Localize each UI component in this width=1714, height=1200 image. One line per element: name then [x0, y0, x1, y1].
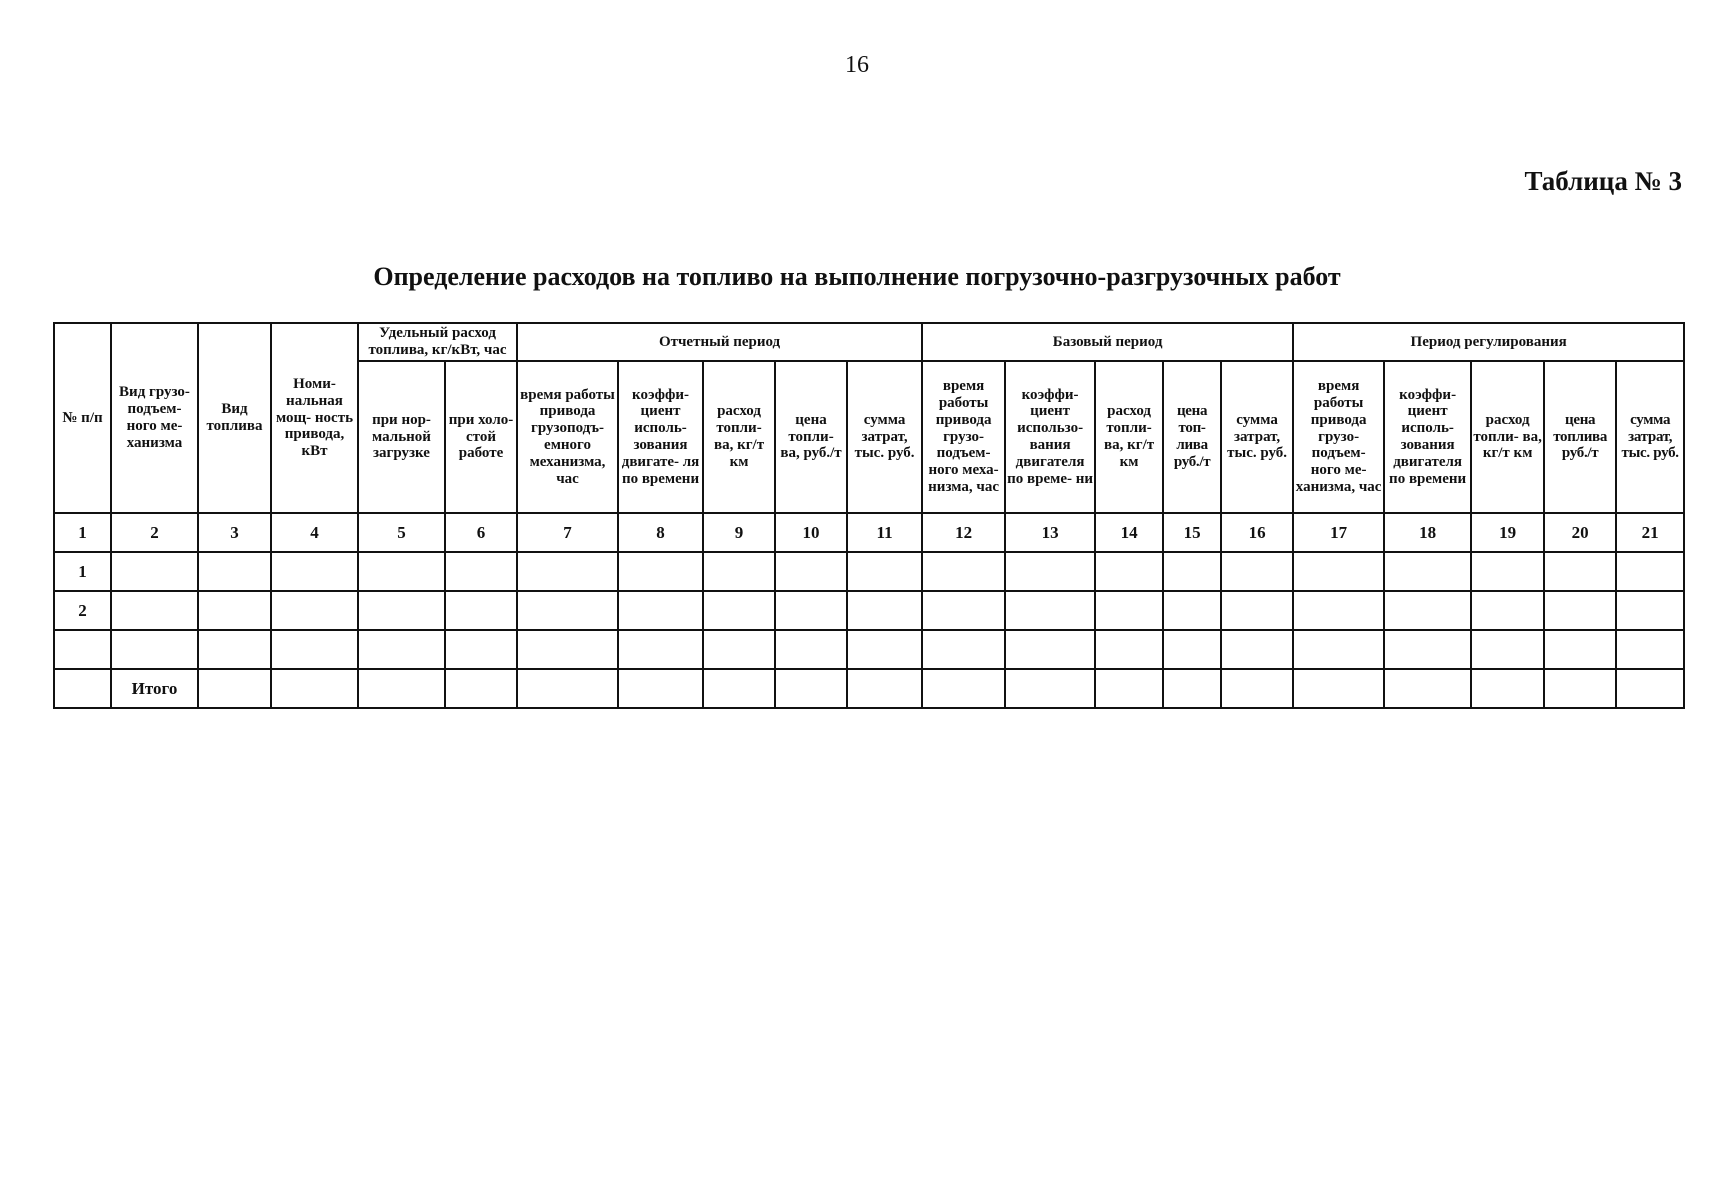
empty-cell [618, 630, 703, 669]
empty-cell [1544, 669, 1616, 708]
empty-cell [1616, 591, 1684, 630]
column-number: 19 [1471, 513, 1544, 552]
empty-cell [1616, 630, 1684, 669]
empty-cell [703, 669, 775, 708]
header-idle-work: при холо- стой работе [445, 361, 517, 513]
empty-cell [847, 591, 922, 630]
empty-cell [618, 591, 703, 630]
empty-cell [1384, 669, 1471, 708]
column-number: 16 [1221, 513, 1293, 552]
empty-cell [1163, 552, 1221, 591]
header-base-consumption: расход топли- ва, кг/т км [1095, 361, 1163, 513]
column-number: 3 [198, 513, 271, 552]
empty-cell [271, 591, 358, 630]
header-reporting-consumption: расход топли- ва, кг/т км [703, 361, 775, 513]
header-regulation-price: цена топлива руб./т [1544, 361, 1616, 513]
column-number: 5 [358, 513, 445, 552]
empty-cell [703, 591, 775, 630]
empty-cell [1616, 552, 1684, 591]
empty-cell [922, 630, 1005, 669]
empty-cell [1544, 630, 1616, 669]
empty-cell [1471, 591, 1544, 630]
empty-cell [1544, 552, 1616, 591]
empty-cell [1095, 630, 1163, 669]
empty-cell [1293, 552, 1384, 591]
column-number-row [54, 513, 1684, 552]
empty-cell [1471, 630, 1544, 669]
empty-cell [1293, 669, 1384, 708]
empty-cell [358, 591, 445, 630]
empty-cell [847, 630, 922, 669]
empty-cell [198, 630, 271, 669]
empty-cell [1616, 669, 1684, 708]
header-nominal-power: Номи- нальная мощ- ность привода, кВт [271, 323, 358, 513]
header-base-utilization: коэффи- циент использо- вания двигателя по време- ни [1005, 361, 1095, 513]
empty-cell [517, 552, 618, 591]
empty-cell [1293, 591, 1384, 630]
fuel-cost-table [53, 322, 1685, 709]
column-number: 12 [922, 513, 1005, 552]
row-number-cell [54, 630, 111, 669]
column-number: 9 [703, 513, 775, 552]
empty-cell [445, 630, 517, 669]
row-number-cell: 2 [54, 591, 111, 630]
header-reporting-work-time: время работы привода грузоподъ- емного механизма, час [517, 361, 618, 513]
column-number: 20 [1544, 513, 1616, 552]
table-row [54, 630, 1684, 669]
empty-cell [703, 552, 775, 591]
header-fuel-type: Вид топлива [198, 323, 271, 513]
page-number: 16 [845, 52, 869, 78]
empty-cell [922, 552, 1005, 591]
table-row [54, 591, 1684, 630]
header-row-groups [54, 323, 1684, 361]
empty-cell [358, 630, 445, 669]
header-row-number: № п/п [54, 323, 111, 513]
empty-cell [1221, 630, 1293, 669]
document-title: Определение расходов на топливо на выполнение погрузочно-разгрузочных работ [373, 262, 1341, 291]
empty-cell [358, 669, 445, 708]
column-number: 1 [54, 513, 111, 552]
empty-cell [445, 591, 517, 630]
header-normal-load: при нор- мальной загрузке [358, 361, 445, 513]
header-base-price: цена топ- лива руб./т [1163, 361, 1221, 513]
empty-cell [1221, 591, 1293, 630]
empty-cell [1221, 669, 1293, 708]
empty-cell [1163, 591, 1221, 630]
empty-cell [1005, 630, 1095, 669]
column-number: 4 [271, 513, 358, 552]
header-base-sum: сумма затрат, тыс. руб. [1221, 361, 1293, 513]
column-number: 17 [1293, 513, 1384, 552]
empty-cell [775, 552, 847, 591]
empty-cell [775, 630, 847, 669]
column-number: 18 [1384, 513, 1471, 552]
empty-cell [271, 630, 358, 669]
column-number: 14 [1095, 513, 1163, 552]
empty-cell [1221, 552, 1293, 591]
empty-cell [1293, 630, 1384, 669]
empty-cell [1095, 591, 1163, 630]
column-number: 2 [111, 513, 198, 552]
column-number: 11 [847, 513, 922, 552]
empty-cell [618, 552, 703, 591]
empty-cell [775, 669, 847, 708]
empty-cell [1005, 669, 1095, 708]
header-regulation-work-time: время работы привода грузо- подъем- ного ме- ханизма, час [1293, 361, 1384, 513]
column-number: 21 [1616, 513, 1684, 552]
header-mechanism-type: Вид грузо- подъем- ного ме- ханизма [111, 323, 198, 513]
empty-cell [1163, 630, 1221, 669]
empty-cell [1471, 669, 1544, 708]
empty-cell [445, 552, 517, 591]
empty-cell [271, 669, 358, 708]
column-number: 13 [1005, 513, 1095, 552]
empty-cell [922, 591, 1005, 630]
empty-cell [1163, 669, 1221, 708]
total-label: Итого [111, 669, 198, 708]
empty-cell [847, 669, 922, 708]
empty-cell [1471, 552, 1544, 591]
column-number: 8 [618, 513, 703, 552]
empty-cell [517, 669, 618, 708]
empty-cell [198, 669, 271, 708]
empty-cell [1095, 552, 1163, 591]
table-row [54, 552, 1684, 591]
empty-cell [271, 552, 358, 591]
mechanism-cell [111, 630, 198, 669]
empty-cell [703, 630, 775, 669]
column-number: 15 [1163, 513, 1221, 552]
header-base-work-time: время работы привода грузо- подъем- ного меха- низма, час [922, 361, 1005, 513]
header-regulation-period: Период регулирования [1293, 323, 1684, 361]
empty-cell [618, 669, 703, 708]
column-number: 7 [517, 513, 618, 552]
empty-cell [1384, 591, 1471, 630]
empty-cell [358, 552, 445, 591]
empty-cell [1005, 552, 1095, 591]
empty-cell [198, 552, 271, 591]
column-number: 10 [775, 513, 847, 552]
total-row [54, 669, 1684, 708]
empty-cell [1095, 669, 1163, 708]
empty-cell [517, 630, 618, 669]
header-base-period: Базовый период [922, 323, 1293, 361]
empty-cell [847, 552, 922, 591]
row-number-cell [54, 669, 111, 708]
mechanism-cell [111, 591, 198, 630]
row-number-cell: 1 [54, 552, 111, 591]
empty-cell [445, 669, 517, 708]
header-reporting-utilization: коэффи- циент исполь- зования двигате- ля по времени [618, 361, 703, 513]
empty-cell [1384, 552, 1471, 591]
column-number: 6 [445, 513, 517, 552]
header-specific-consumption: Удельный расход топлива, кг/кВт, час [358, 323, 517, 361]
empty-cell [775, 591, 847, 630]
empty-cell [1384, 630, 1471, 669]
header-reporting-period: Отчетный период [517, 323, 922, 361]
empty-cell [922, 669, 1005, 708]
empty-cell [1544, 591, 1616, 630]
header-reporting-price: цена топли- ва, руб./т [775, 361, 847, 513]
header-regulation-consumption: расход топли- ва, кг/т км [1471, 361, 1544, 513]
empty-cell [517, 591, 618, 630]
table-label: Таблица № 3 [1524, 166, 1682, 196]
empty-cell [198, 591, 271, 630]
mechanism-cell [111, 552, 198, 591]
header-reporting-sum: сумма затрат, тыс. руб. [847, 361, 922, 513]
header-regulation-sum: сумма затрат, тыс. руб. [1616, 361, 1684, 513]
empty-cell [1005, 591, 1095, 630]
header-regulation-utilization: коэффи- циент исполь- зования двигателя по времени [1384, 361, 1471, 513]
